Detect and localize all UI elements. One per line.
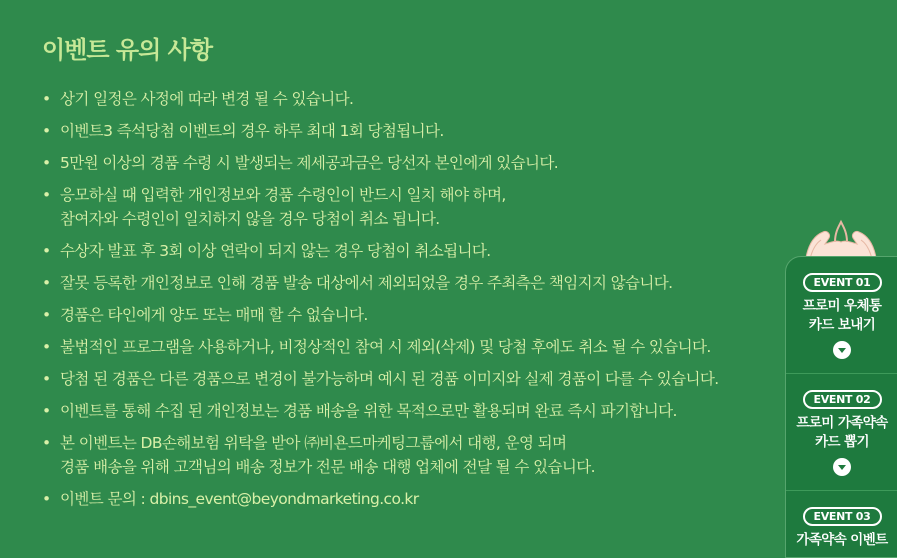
event-name: 프로미 우체통 카드 보내기 bbox=[802, 298, 882, 333]
event-sidebar bbox=[785, 212, 897, 551]
event-badge: EVENT 03 bbox=[803, 507, 882, 526]
event-notice-section bbox=[42, 30, 802, 519]
notice-item: • 이벤트3 즉석당첨 이벤트의 경우 하루 최대 1회 당첨됩니다. bbox=[42, 119, 802, 143]
notice-title: 이벤트 유의 사항 bbox=[42, 36, 212, 64]
event-02-link[interactable] bbox=[786, 374, 897, 491]
notice-item: • 불법적인 프로그램을 사용하거나, 비정상적인 참여 시 제외(삭제) 및 당첨 후에도 취소 될 수 있습니다. bbox=[42, 335, 802, 359]
notice-item: • 경품은 타인에게 양도 또는 매매 할 수 없습니다. bbox=[42, 303, 802, 327]
event-name: 가족약속 이벤트 bbox=[796, 532, 888, 548]
notice-item: • 응모하실 때 입력한 개인정보와 경품 수령인이 반드시 일치 해야 하며, 참여자와 수령인이 일치하지 않을 경우 당첨이 취소 됩니다. bbox=[42, 183, 802, 231]
notice-item-contact: • 이벤트 문의 : dbins_event@beyondmarketing.co.kr bbox=[42, 487, 802, 511]
notice-item: • 수상자 발표 후 3회 이상 연락이 되지 않는 경우 당첨이 취소됩니다. bbox=[42, 239, 802, 263]
notice-item: • 본 이벤트는 DB손해보험 위탁을 받아 ㈜비욘드마케팅그룹에서 대행, 운영 되며 경품 배송을 위해 고객님의 배송 정보가 전문 배송 대행 업체에 전달 될 수 있습니다. bbox=[42, 431, 802, 479]
chevron-down-icon bbox=[833, 458, 851, 476]
chevron-down-icon bbox=[833, 341, 851, 359]
notice-item: • 당첨 된 경품은 다른 경품으로 변경이 불가능하며 예시 된 경품 이미지와 실제 경품이 다를 수 있습니다. bbox=[42, 367, 802, 391]
event-menu bbox=[785, 256, 897, 558]
event-03-link[interactable] bbox=[786, 491, 897, 558]
notice-list bbox=[42, 87, 802, 511]
event-name: 프로미 가족약속 카드 뽑기 bbox=[796, 415, 888, 450]
event-badge: EVENT 01 bbox=[803, 273, 882, 292]
notice-item: • 5만원 이상의 경품 수령 시 발생되는 제세공과금은 당선자 본인에게 있습니다. bbox=[42, 151, 802, 175]
notice-item: • 상기 일정은 사정에 따라 변경 될 수 있습니다. bbox=[42, 87, 802, 111]
notice-item: • 이벤트를 통해 수집 된 개인정보는 경품 배송을 위한 목적으로만 활용되며 완료 즉시 파기합니다. bbox=[42, 399, 802, 423]
event-badge: EVENT 02 bbox=[803, 390, 882, 409]
event-01-link[interactable] bbox=[786, 257, 897, 374]
notice-item: • 잘못 등록한 개인정보로 인해 경품 발송 대상에서 제외되었을 경우 주최측은 책임지지 않습니다. bbox=[42, 271, 802, 295]
